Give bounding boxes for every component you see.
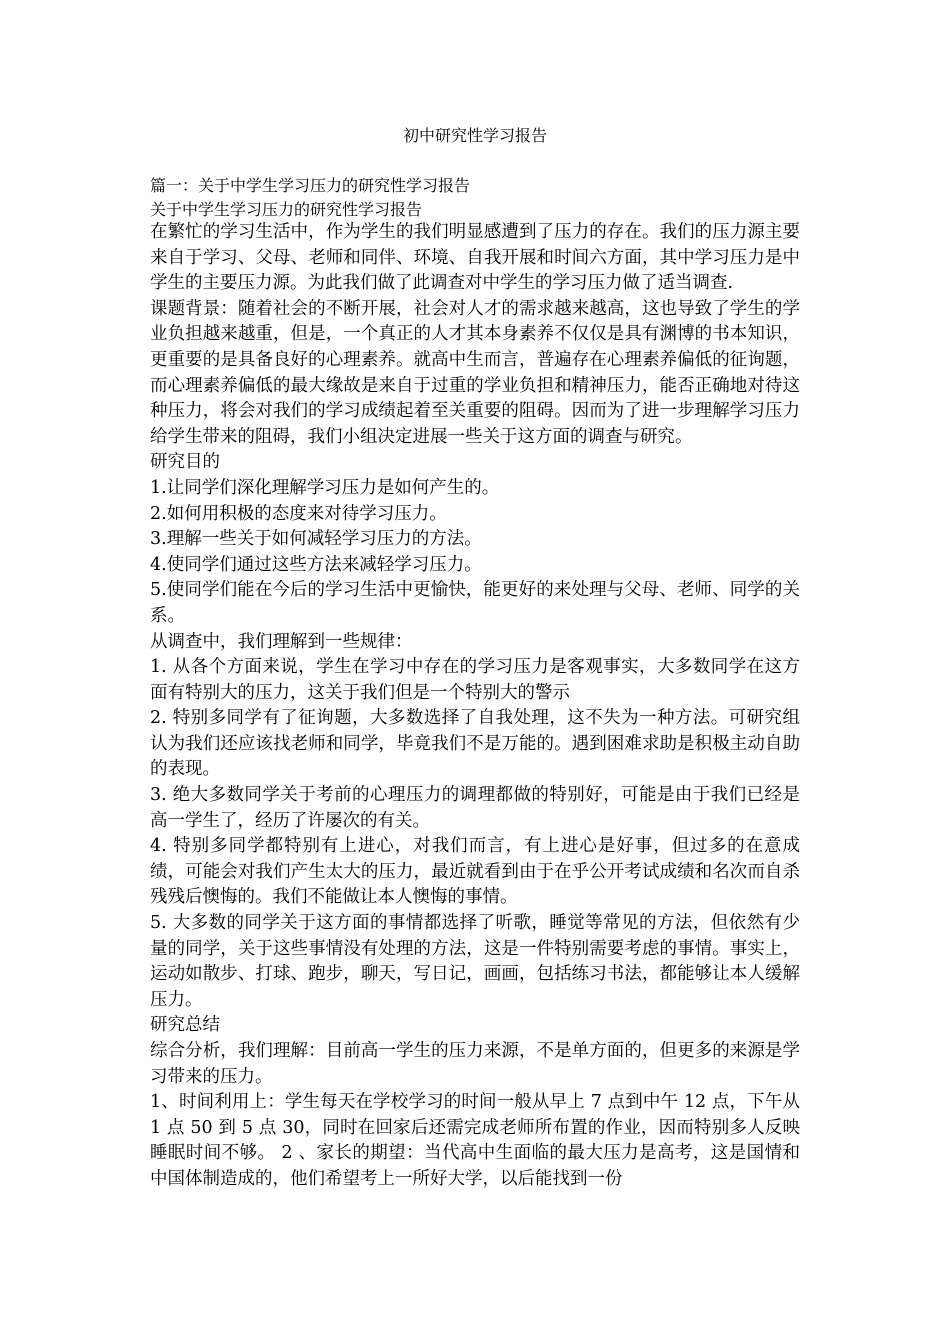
list-item: 5. 大多数的同学关于这方面的事情都选择了听歌，睡觉等常见的方法，但依然有少量的同学，关于这些事情没有处理的方法，这是一件特别需要考虑的事情。事实上，运动如散步、打球、跑步，聊天，写日记，画画，包括练习书法，都能够让本人缓解压力。: [150, 913, 800, 1010]
paragraph: 综合分析，我们理解：目前高一学生的压力来源，不是单方面的，但更多的来源是学习带来的压力。: [150, 1041, 800, 1087]
list-item: 2.如何用积极的态度来对待学习压力。: [150, 503, 447, 524]
document-body: [150, 220, 800, 1193]
list-item: 5.使同学们能在今后的学习生活中更愉快，能更好的来处理与父母、老师、同学的关系。: [150, 580, 800, 626]
list-item: 4. 特别多同学都特别有上进心，对我们而言，有上进心是好事，但过多的在意成绩，可能会对我们产生太大的压力，最近就看到由于在乎公开考试成绩和名次而自杀残残后懊悔的。我们不能做让本人懊悔的事情。: [150, 836, 800, 908]
section-label: 研究总结: [150, 1015, 220, 1036]
paragraph: 课题背景：随着社会的不断开展，社会对人才的需求越来越高，这也导致了学生的学业负担越来越重，但是，一个真正的人才其本身素养不仅仅是具有渊博的书本知识，更重要的是具备良好的心理素养。就高中生而言，普遍存在心理素养偏低的征询题，而心理素养偏低的最大缘故是来自于过重的学业负担和精神压力，能否正确地对待这种压力，将会对我们的学习成绩起着至关重要的阻碍。因而为了进一步理解学习压力给学生带来的阻碍，我们小组决定进展一些关于这方面的调查与研究。: [150, 298, 800, 447]
list-item: 3. 绝大多数同学关于考前的心理压力的调理都做的特别好，可能是由于我们已经是高一学生了，经历了许屡次的有关。: [150, 785, 800, 831]
list-item: 4.使同学们通过这些方法来减轻学习压力。: [150, 554, 482, 575]
document-title: 初中研究性学习报告: [402, 126, 547, 145]
paragraph: 1、时间利用上：学生每天在学校学习的时间一般从早上 7 点到中午 12 点，下午从 1 点 50 到 5 点 30，同时在回家后还需完成老师所布置的作业，因而特别多人反映睡眠时间不够。 2 、家长的期望：当代高中生面临的最大压力是高考，这是国情和中国体制造成的，他们希望考上一所好大学，以后能找到一份: [150, 1092, 800, 1189]
report-title: 关于中学生学习压力的研究性学习报告: [150, 200, 423, 219]
section-label: 研究目的: [150, 452, 220, 473]
section-heading: 篇一：关于中学生学习压力的研究性学习报告: [150, 176, 471, 195]
list-item: 2. 特别多同学有了征询题，大多数选择了自我处理，这不失为一种方法。可研究组认为我们还应该找老师和同学，毕竟我们不是万能的。遇到困难求助是积极主动自助的表现。: [150, 708, 800, 780]
paragraph: 从调查中，我们理解到一些规律：: [150, 631, 413, 652]
list-item: 3.理解一些关于如何减轻学习压力的方法。: [150, 529, 482, 550]
list-item: 1.让同学们深化理解学习压力是如何产生的。: [150, 477, 500, 498]
paragraph: 在繁忙的学习生活中，作为学生的我们明显感遭到了压力的存在。我们的压力源主要来自于学习、父母、老师和同伴、环境、自我开展和时间六方面，其中学习压力是中学生的主要压力源。为此我们做了此调查对中学生的学习压力做了适当调查.: [150, 222, 800, 294]
list-item: 1. 从各个方面来说，学生在学习中存在的学习压力是客观事实，大多数同学在这方面有特别大的压力，这关于我们但是一个特别大的警示: [150, 657, 800, 703]
